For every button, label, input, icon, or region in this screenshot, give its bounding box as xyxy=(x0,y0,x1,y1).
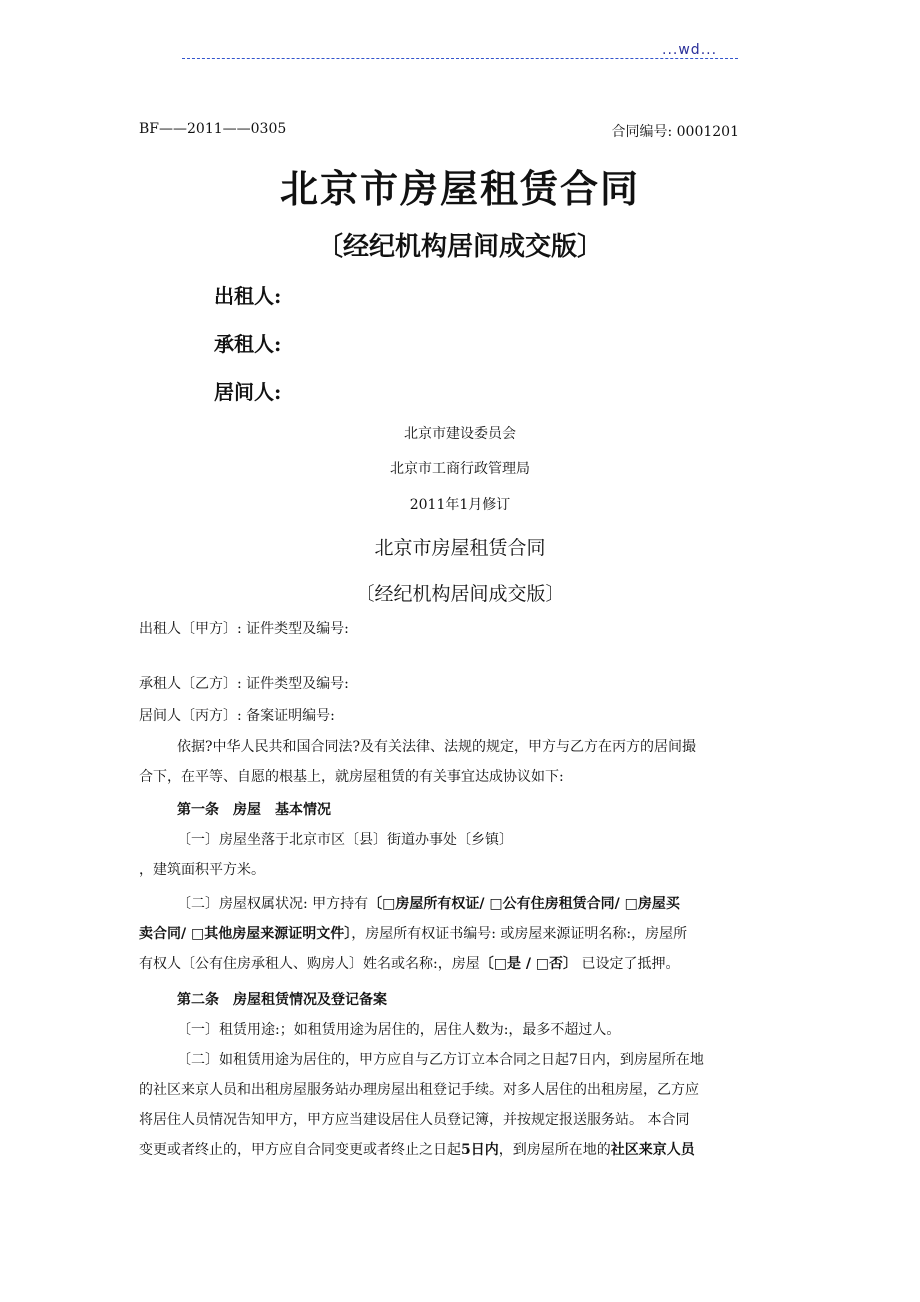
code-line xyxy=(139,121,739,140)
article-1-heading: 第一条 房屋 基本情况 xyxy=(177,802,331,818)
party-line-lessee xyxy=(139,669,784,699)
article-2-item-2-line-4 xyxy=(139,1135,784,1165)
mortgage-text: 已设定了抵押。 xyxy=(577,956,680,972)
ownership-options: 〔□房屋所有权证/ □公有住房租赁合同/ □房屋买 xyxy=(368,896,680,912)
article-2 xyxy=(139,985,784,1165)
article-1-item-1-line-1: 〔一〕房屋坐落于北京市区〔县〕街道办事处〔乡镇〕 xyxy=(177,832,513,848)
party-c-line: 居间人〔丙方〕: 备案证明编号: xyxy=(139,708,335,724)
mortgage-options: 〔□是 / □否〕 xyxy=(479,956,578,972)
ownership-intro: 〔二〕房屋权属状况: 甲方持有 xyxy=(177,896,369,912)
contract-number: 合同编号: 0001201 xyxy=(611,124,739,140)
contract-subtitle: 〔经纪机构居间成交版〕 xyxy=(355,583,565,605)
article-2-heading: 第二条 房屋租赁情况及登记备案 xyxy=(177,992,387,1008)
ownership-options-cont: 卖合同/ □其他房屋来源证明文件〕 xyxy=(139,926,352,942)
party-a-line: 出租人〔甲方〕: 证件类型及编号: xyxy=(139,621,349,637)
revision-date: 2011年1月修订 xyxy=(409,497,511,513)
location-text: ，到房屋所在地的 xyxy=(498,1142,611,1158)
header-rule xyxy=(182,58,738,59)
contract-title: 北京市房屋租赁合同 xyxy=(374,537,546,559)
article-1 xyxy=(139,795,784,979)
party-line-broker xyxy=(139,701,784,731)
community-office: 社区来京人员 xyxy=(610,1142,695,1158)
party-b-line: 承租人〔乙方〕: 证件类型及编号: xyxy=(139,676,349,692)
cover-lessor-label: 出租人: xyxy=(214,284,282,308)
article-1-item-1-line-2: ，建筑面积平方米。 xyxy=(139,862,265,878)
owner-name-text: 有权人〔公有住房承租人、购房人〕姓名或名称:，房屋 xyxy=(139,956,480,972)
cover-broker-label: 居间人: xyxy=(214,380,282,404)
article-2-item-2-line-1: 〔二〕如租赁用途为居住的，甲方应自与乙方订立本合同之日起7日内，到房屋所在地 xyxy=(177,1052,704,1068)
article-2-item-2-line-2: 的社区来京人员和出租房屋服务站办理房屋出租登记手续。对多人居住的出租房屋，乙方应 xyxy=(139,1082,699,1098)
issuer-line-1: 北京市建设委员会 xyxy=(404,426,516,442)
article-1-item-2-line-3 xyxy=(139,949,784,979)
article-2-item-1: 〔一〕租赁用途:；如租赁用途为居住的，居住人数为:，最多不超过人。 xyxy=(177,1022,621,1038)
preamble xyxy=(139,732,784,792)
article-1-item-2-line-1 xyxy=(139,889,784,919)
document-code: BF——2011——0305 xyxy=(139,121,287,137)
article-2-item-2-line-3: 将居住人员情况告知甲方，甲方应当建设居住人员登记簿，并按规定报送服务站。 本合同 xyxy=(139,1112,690,1128)
five-days: 5日内 xyxy=(461,1142,499,1158)
cover-subtitle: 〔经纪机构居间成交版〕 xyxy=(316,232,603,262)
cover-lessee-label: 承租人: xyxy=(214,332,282,356)
certificate-number-text: ，房屋所有权证书编号: 或房屋来源证明名称:，房屋所 xyxy=(351,926,688,942)
preamble-line-2: 合下，在平等、自愿的根基上，就房屋租赁的有关事宜达成协议如下: xyxy=(139,769,564,785)
header-watermark: ...wd... xyxy=(662,42,718,58)
article-1-item-2-line-2 xyxy=(139,919,784,949)
issuer-line-2: 北京市工商行政管理局 xyxy=(390,461,530,477)
preamble-line-1: 依据?中华人民共和国合同法?及有关法律、法规的规定，甲方与乙方在丙方的居间撮 xyxy=(177,739,697,755)
change-text: 变更或者终止的，甲方应自合同变更或者终止之日起 xyxy=(139,1142,461,1158)
cover-title: 北京市房屋租赁合同 xyxy=(279,166,640,211)
party-line-lessor xyxy=(139,614,784,644)
